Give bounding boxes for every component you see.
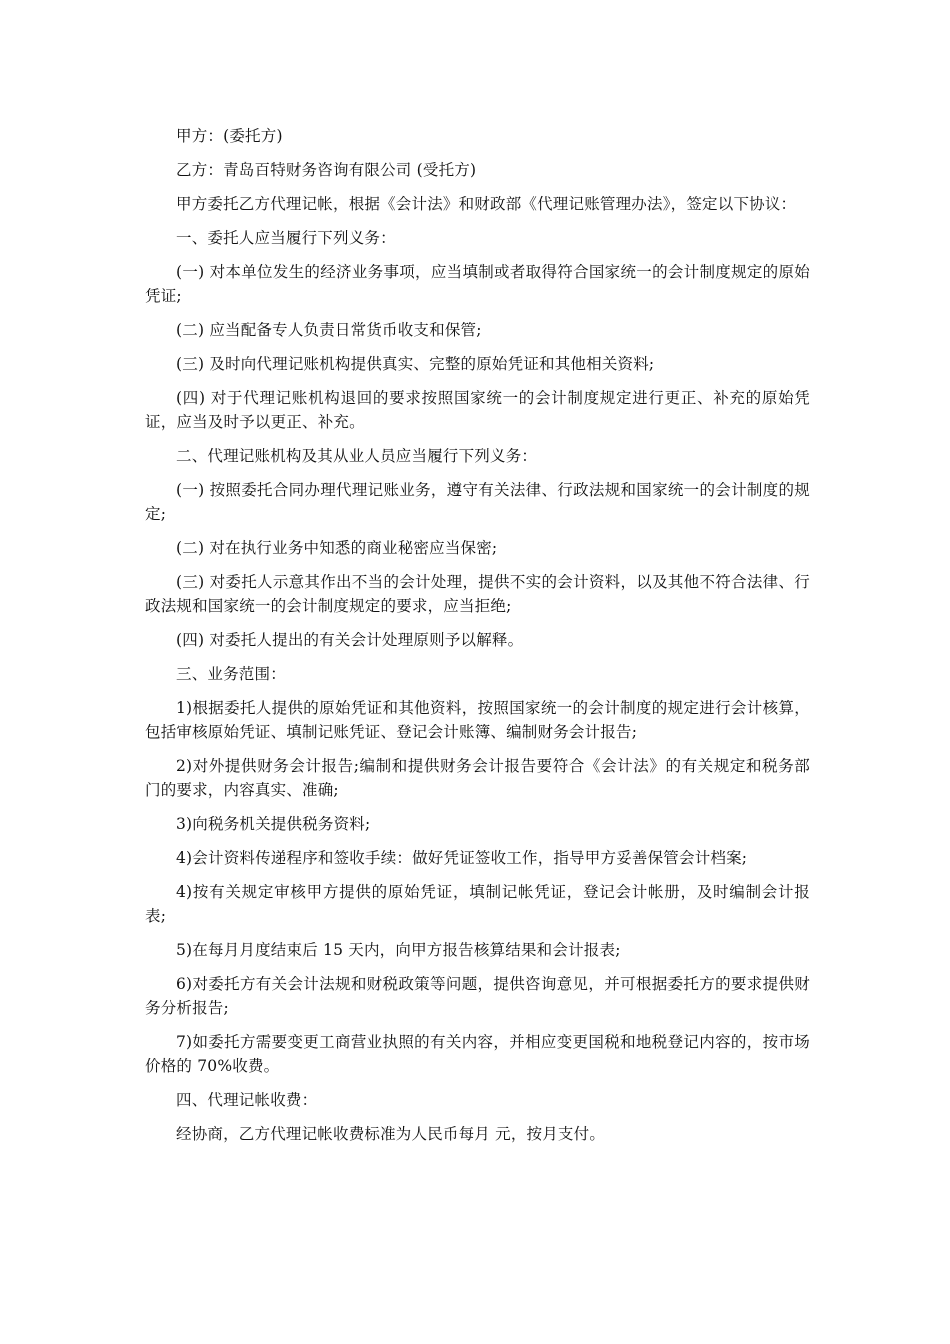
section-1-item: (一) 对本单位发生的经济业务事项，应当填制或者取得符合国家统一的会计制度规定的原始凭证; (145, 263, 810, 305)
section-3-item: 3)向税务机关提供税务资料; (176, 815, 371, 833)
section-1-item: (四) 对于代理记账机构退回的要求按照国家统一的会计制度规定进行更正、补充的原始凭证，应当及时予以更正、补充。 (145, 389, 810, 431)
document-body (145, 124, 810, 1156)
section-1-item: (二) 应当配备专人负责日常货币收支和保管; (176, 321, 482, 339)
section-3-item: 4)按有关规定审核甲方提供的原始凭证，填制记帐凭证，登记会计帐册，及时编制会计报表; (145, 883, 810, 925)
section-3-item: 6)对委托方有关会计法规和财税政策等问题，提供咨询意见，并可根据委托方的要求提供财务分析报告; (145, 975, 810, 1017)
section-3-item: 7)如委托方需要变更工商营业执照的有关内容，并相应变更国税和地税登记内容的，按市场价格的 70%收费。 (145, 1033, 810, 1075)
section-3-item: 1)根据委托人提供的原始凭证和其他资料，按照国家统一的会计制度的规定进行会计核算，包括审核原始凭证、填制记账凭证、登记会计账簿、编制财务会计报告; (145, 699, 810, 741)
section-1-item: (三) 及时向代理记账机构提供真实、完整的原始凭证和其他相关资料; (176, 355, 655, 373)
section-4-heading: 四、代理记帐收费： (176, 1091, 318, 1109)
agreement-intro: 甲方委托乙方代理记帐，根据《会计法》和财政部《代理记账管理办法》，签定以下协议： (176, 195, 797, 213)
section-2-item: (二) 对在执行业务中知悉的商业秘密应当保密; (176, 539, 498, 557)
fee-terms: 经协商，乙方代理记帐收费标准为人民币每月 元，按月支付。 (176, 1125, 606, 1143)
section-3-item: 2)对外提供财务会计报告;编制和提供财务会计报告要符合《会计法》的有关规定和税务部门的要求，内容真实、准确; (145, 757, 810, 799)
section-2-item: (三) 对委托人示意其作出不当的会计处理，提供不实的会计资料，以及其他不符合法律、行政法规和国家统一的会计制度规定的要求，应当拒绝; (145, 573, 810, 615)
section-2-item: (一) 按照委托合同办理代理记账业务，遵守有关法律、行政法规和国家统一的会计制度的规定; (145, 481, 810, 523)
section-2-heading: 二、代理记账机构及其从业人员应当履行下列义务： (176, 447, 538, 465)
section-3-item: 5)在每月月度结束后 15 天内，向甲方报告核算结果和会计报表; (176, 941, 621, 959)
section-1-heading: 一、委托人应当履行下列义务： (176, 229, 396, 247)
section-2-item: (四) 对委托人提出的有关会计处理原则予以解释。 (176, 631, 524, 649)
section-3-item: 4)会计资料传递程序和签收手续：做好凭证签收工作，指导甲方妥善保管会计档案; (176, 849, 748, 867)
section-3-heading: 三、业务范围： (176, 665, 286, 683)
party-b-line: 乙方：青岛百特财务咨询有限公司 (受托方) (176, 161, 477, 179)
party-a-line: 甲方：(委托方) (176, 127, 283, 145)
